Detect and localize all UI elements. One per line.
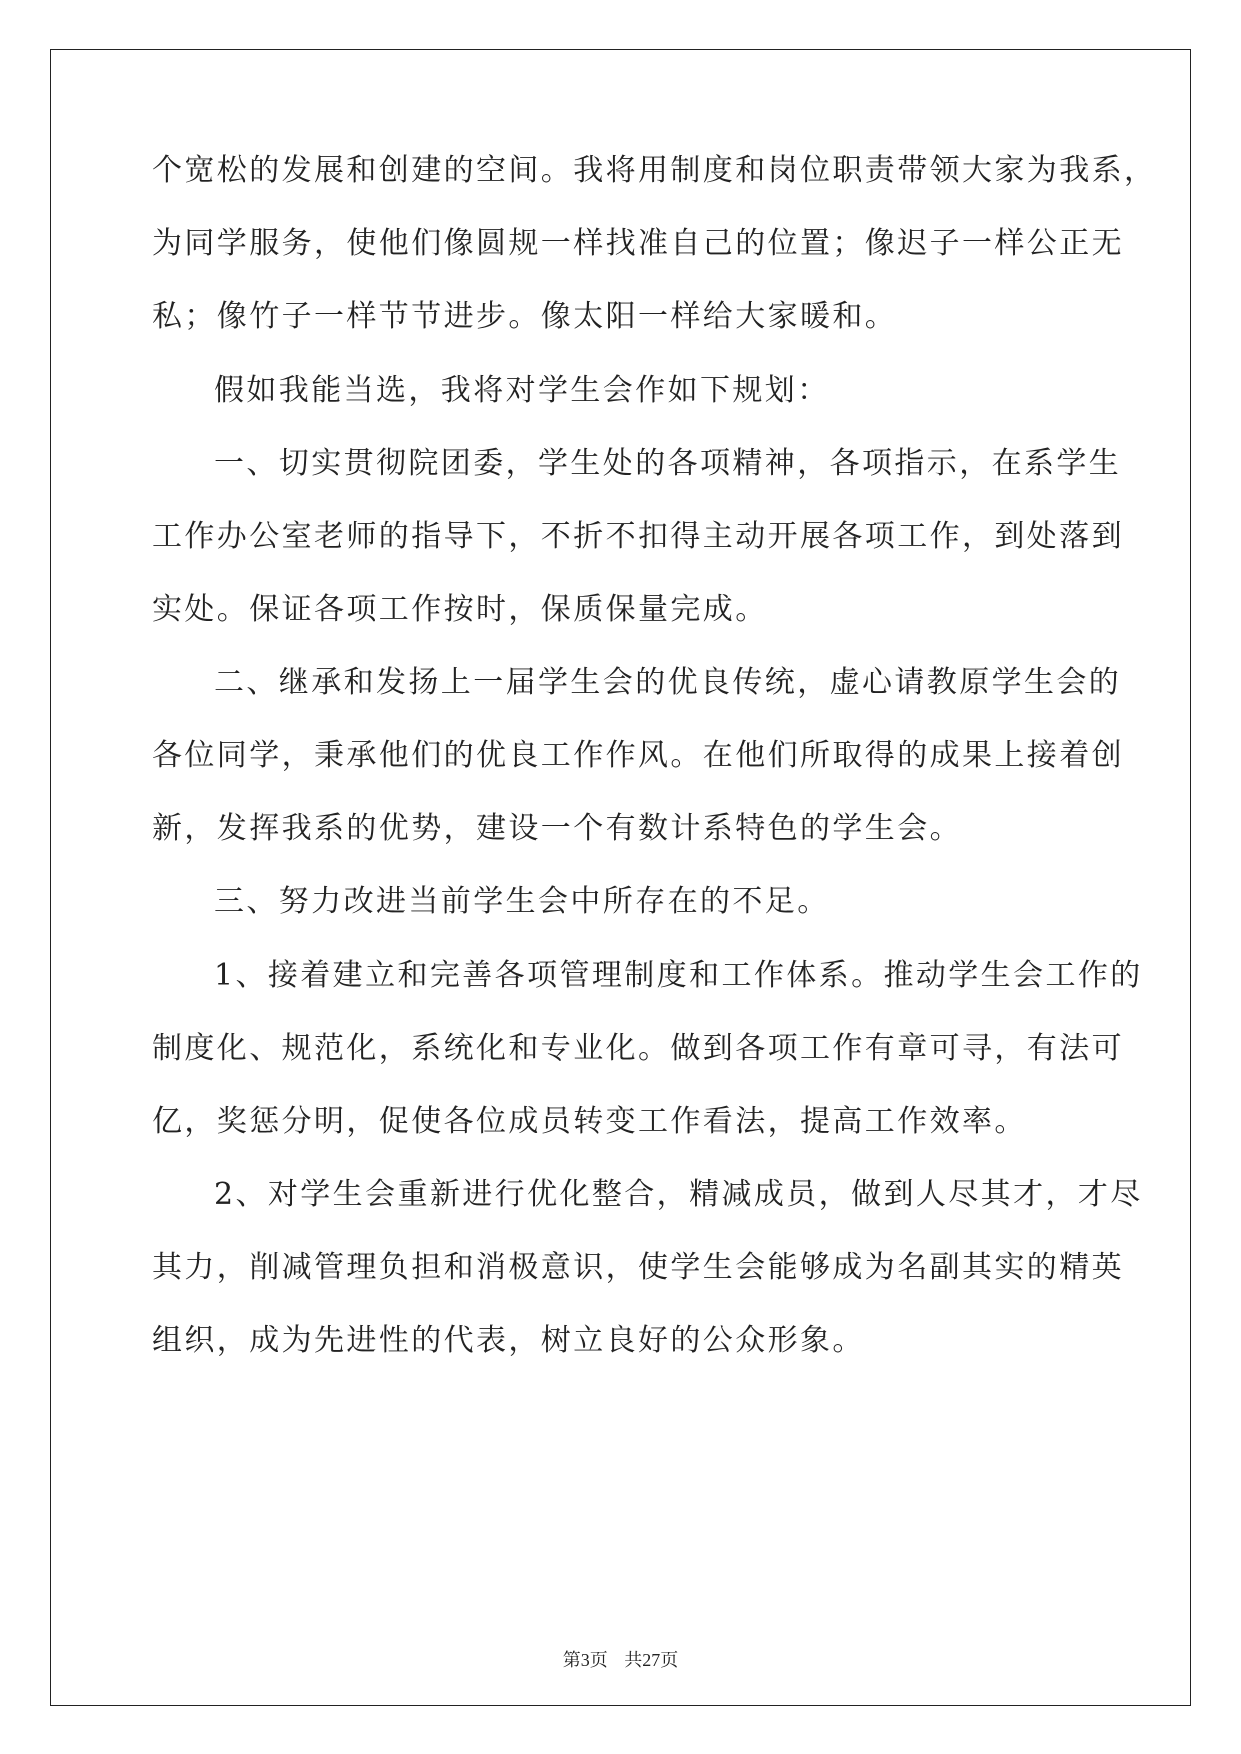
- text-line: 个宽松的发展和创建的空间。我将用制度和岗位职责带领大家为我系，: [152, 153, 1157, 188]
- text-line: 三、努力改进当前学生会中所存在的不足。: [214, 884, 830, 919]
- text-line: 私；像竹子一样节节进步。像太阳一样给大家暖和。: [152, 299, 898, 334]
- text-line: 2、对学生会重新进行优化整合，精减成员，做到人尽其才，才尽: [214, 1177, 1143, 1212]
- text-line: 工作办公室老师的指导下，不折不扣得主动开展各项工作，到处落到: [152, 519, 1124, 554]
- page-total: 共27页: [624, 1650, 679, 1670]
- text-line: 假如我能当选，我将对学生会作如下规划：: [214, 373, 830, 408]
- text-line: 二、继承和发扬上一届学生会的优良传统，虚心请教原学生会的: [214, 665, 1122, 700]
- text-line: 一、切实贯彻院团委，学生处的各项精神，各项指示，在系学生: [214, 446, 1122, 481]
- page-number: 第3页: [562, 1650, 608, 1670]
- text-line: 各位同学，秉承他们的优良工作作风。在他们所取得的成果上接着创: [152, 738, 1124, 773]
- text-line: 其力，削减管理负担和消极意识，使学生会能够成为名副其实的精英: [152, 1250, 1124, 1285]
- text-line: 制度化、规范化，系统化和专业化。做到各项工作有章可寻，有法可: [152, 1031, 1124, 1066]
- text-line: 组织，成为先进性的代表，树立良好的公众形象。: [152, 1323, 865, 1358]
- text-line: 1、接着建立和完善各项管理制度和工作体系。推动学生会工作的: [214, 958, 1143, 993]
- text-line: 实处。保证各项工作按时，保质保量完成。: [152, 592, 768, 627]
- text-line: 新，发挥我系的优势，建设一个有数计系特色的学生会。: [152, 811, 962, 846]
- text-line: 为同学服务，使他们像圆规一样找准自己的位置；像迟子一样公正无: [152, 226, 1124, 261]
- text-line: 亿，奖惩分明，促使各位成员转变工作看法，提高工作效率。: [152, 1104, 1027, 1139]
- page-footer: [0, 1646, 1241, 1672]
